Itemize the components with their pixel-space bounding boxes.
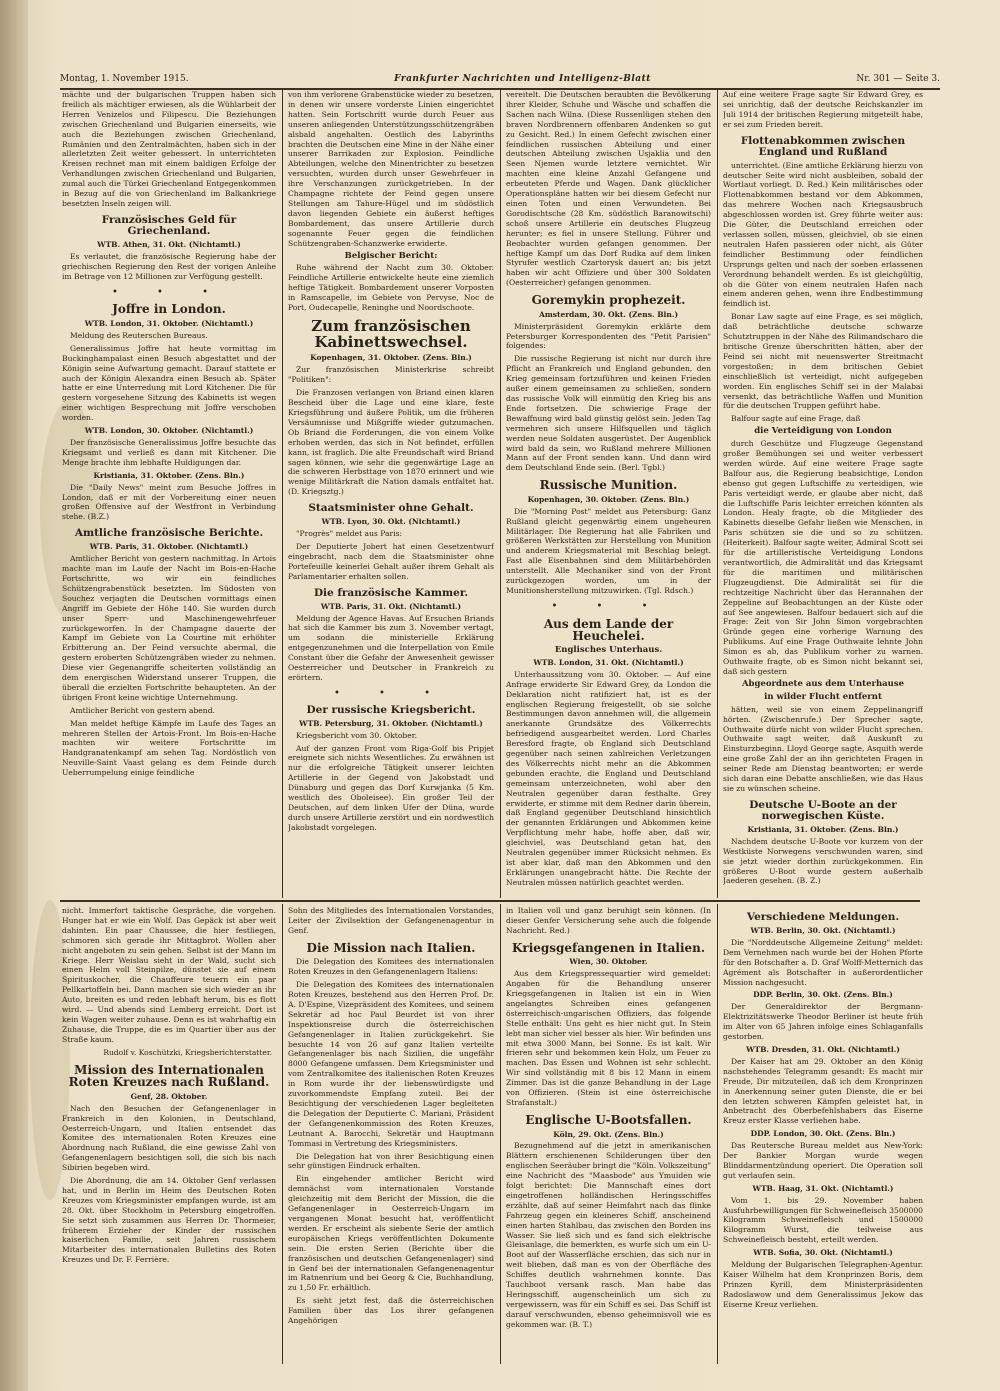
article-text: Balfour sagte auf eine Frage, daß [731,414,861,424]
dateline: Kristiania, 31. Oktober. (Zens. Bln.) [93,470,245,480]
article-text: Amtlicher Bericht von gestern abend. [70,705,215,715]
masthead-date: Montag, 1. November 1915. [60,74,189,84]
masthead-title: Frankfurter Nachrichten und Intelligenz-Blatt [394,74,651,84]
article-text: Der Kaiser hat am 29. Oktober an den König nachstehendes Telegramm gesandt: Es macht mir Freude, Dir mitzuteilen, daß ich dem Kronprinzen in Anerkennung seiner guten Dienste, die er bei den letzten schweren Kämpfen geleistet hat, in Anbetracht des Oberbefehlshabers das Eiserne Kreuz erster Klasse verliehen habe. [723,1056,923,1126]
article-text: Es verlautet, die französische Regierung habe der griechischen Regierung den Rest der vorigen Anleihe im Betrage von 12 Millionen zur Verfügung gestellt. [62,251,276,281]
article-text: Ein eingehender amtlicher Bericht wird demnächst vom internationalen Vorstande gleichzeitig mit dem Bericht der Mission, die die Gefangenenlager in Oesterreich-Ungarn im vergangenen Monat besucht hat, veröffentlicht werden. Er erscheint als siebente Serie der amtlich europäischen Kriegs veröffentlichten Dokumente sein. Die ersten Serien (Berichte über die französischen und deutschen Gefangenenlager) sind in Genf bei der internationalen Gefangenenagentur im Ratnenrium und bei Georg & Cie, Buchhandlung, zu 1,50 Fr. erhältlich. [288,1174,494,1293]
article-text: hätten, weil sie von einem Zeppelinangriff hörten. (Zwischenrufe.) Der Sprecher sagte, Outhwaite dürfe nicht von wilder Flucht sprechen. Outhwaite sagt weiter, daß Auskunft zu Einsturzbeginn. Lloyd George sagte, Asquith werde eine große Zahl der an ihn gerichteten Fragen in seiner Rede am Dienstag beantworten; er werde sich daran eine Debatte anschließen, wie das Haus sie zu wünschen scheine. [723,704,923,793]
article-text: Die russische Regierung ist nicht nur durch ihre Pflicht an Frankreich und England gebunden, den Krieg gemeinsam fortzuführen und keinen Frieden außer einem gemeinsamen zu schließen, sondern das russische Volk will einmütig den Krieg bis ans Ende fortsetzen. Die schwierige Frage der Bewaffnung wird bald günstig gelöst sein. Jeden Tag vermehren sich unsere Hilfsquellen und täglich werden neue Soldaten ausgerüstet. Der Augenblick wird bald da sein, wo Rußland mehrere Millionen Mann auf der Front senden kann. Und dann wird dem Deutschland Ende sein. (Berl. Tgbl.) [506,354,711,473]
headline: Die französische Kammer. [313,586,469,599]
column-rule [282,904,283,1364]
headline: Goremykin prophezeit. [531,293,686,308]
column-rule [500,90,501,898]
headline: Zum französischen Kabinettswechsel. [311,316,471,351]
article-text: Die Franzosen verlangen von Briand einen klaren Bescheid über die Lage und eine klare, feste Kriegsführung und äußere Politik, um die früheren Versäumnisse und Mißgriffe wieder gutzumachen. Ob Briand die Forderungen, die von einem Volke erhoben werden, das sich in Not befindet, erfüllen kann, ist fraglich. Die alte Freundschaft wird Briand sagen können, wie sehr die gegenwärtige Lage an die schweren Herbsttage von 1870 erinnert und wie wenige Militärkraft die Nation damals entfaltet hat. (D. Kriegsztg.) [288,388,494,497]
dateline: WTB. London, 31. Okt. (Nichtamtl.) [533,657,684,667]
article-text: in Italien voll und ganz beruhigt sein können. (In dieser Genfer Versicherung sehe auch die folgende Nachricht. Red.) [506,906,711,935]
dateline: Amsterdam, 30. Okt. (Zens. Bln.) [539,309,678,319]
bottom-column-4 [723,906,923,1364]
article-text: Amtlicher Bericht von gestern nachmittag. In Artois machte man im Laufe der Nacht im Bois-en-Hache Fortschritte, wo wir ein feindliches Schützengrabenstück besetzten. Im Südosten von Souchez verjagten die Deutschen vormittags einen Angriff im Gebiete der Höhe 140. Sie wurden durch unser Sperr- und Maschinengewehrfeuer zurückgeworfen. In der Champagne dauerte der Kampf im Gebiete von La Courtine mit erhöhter Erbitterung an. Der Feind versuchte abermal, die gestern eroberten Schützengräben wieder zu nehmen. Diese vier Gegenangriffe scheiterten vollständig an dem energischen Widerstand unserer Truppen, die überall die erzielten Fortschritte behaupteten. An der übrigen Front keine wichtige Unternehmung. [62,554,276,702]
dateline: WTB. Petersburg, 31. Oktober. (Nichtamtl.) [299,718,483,728]
dateline: WTB. London, 30. Oktober. (Nichtamtl.) [84,426,254,436]
article-text: Meldung des Reuterschen Bureaus. [70,330,208,340]
dateline: DDP. Berlin, 30. Okt. (Zens. Bln.) [753,990,893,1000]
article-text: Auf der ganzen Front vom Riga-Golf bis Pripjet ereignete sich nichts Wesentliches. Zu erwähnen ist nur die erfolgreiche Tätigkeit unserer leichten Artillerie in der Gegend von Jakobstadt und Dünaburg und gegen das Dorf Kurwjanka (5 Km. westlich des Oboleisee). Ein großer Teil der Deutschen, auf dem linken Ufer der Düna, wurde durch unsere Artillerie zerstört und ein nordwestlich Jakobstadt vorgelegen. [288,743,494,832]
article-text: Kriegsbericht vom 30. Oktober. [296,730,417,740]
article-text: nicht. Immerfort taktische Gespräche, die vorgehen. Hunger hat er wie ein Wolf. Das Gepäck ist aber weit dahinten. Ein paar Chaussee, die hier festliegen, schmoren sich gerade ihr Mittagbrot. Wollen aber nicht angeboten zu sein gehen. Selbst ist der Mann im Kriege. Herr Weislau sieht in der Wald, sucht sich einen Helm voll Steinpilze, dünstet sie auf einem Spirituskocher, die Chauffeure teuern ein paar Pellkartoffeln bei. Dann machen sie sich wieder an ihr Auto, breiten es und reden lebhaft herum, bis es flott wird. — Und abends sind Lemberg erreicht. Dort ist kein Wagen weiter zuhause. Denn es ist wahrhaftig ein Zuhause, die Truppe, die es im Quartier über aus der Straße kaum. [62,906,276,1044]
headline: Russische Munition. [539,478,678,493]
article-text: "Progrès" meldet aus Paris: [296,529,403,539]
column-rule [717,904,718,1364]
column-rule [500,904,501,1364]
article-text: Unterhaussitzung vom 30. Oktober. — Auf eine Anfrage erwiderte Sir Edward Grey, da London die Deklaration nicht ratifiziert hat, ist es der englischen Regierung freigestellt, ob sie solche Bestimmungen davon annehmen will, die allgemein anerkannte Grundsätze des Völkerrechts befriedigend ausgearbeitet werden. Lord Charles Beresford fragte, ob England sich Deutschland gegenüber nach seinen zahlreichen Verletzungen des Völkerrechts nicht mehr an die Abkommen gebunden erachte, die England und Deutschland gemeinsam unterzeichneten, wohl aber den Neutralen gegenüber daran festhalte. Grey erwiderte, er stimme mit dem Redner darin überein, daß England gegenüber Deutschland hinsichtlich der genannten Erklärungen und Abkommen keine Verpflichtung mehr habe, hoffe aber, daß wir, gleichviel, was Deutschland getan hat, den Neutralen gegenüber immer Rücksicht nehmen. Es ist aber klar, daß man den Abkommen und den Erklärungen unangebracht hätte. Die Rechte der Neutralen müssen natürlich geachtet werden. [506,669,711,887]
article-text: Die "Morning Post" meldet aus Petersburg: Ganz Rußland gleicht gegenwärtig einem ungeheuren Militärlager. Die Regierung hat alle Fabriken und größeren Werkstätten zur Herstellung von Munition und anderem Kriegsmaterial mit Beschlag belegt. Fast alle Eisenbahnen sind dem Militärbehörden unterstellt. Alle Mechaniker sind von der Front zurückgezogen worden, um in der Munitionsherstellung mitzuwirken. (Tgl. Rdsch.) [506,506,711,595]
article-text: Auf eine weitere Frage sagte Sir Edward Grey, es sei unrichtig, daß der deutsche Reichskanzler im Juli 1914 der britischen Regierung mitgeteilt habe, er sei zum Frieden bereit. [723,90,923,129]
article-text: Nachdem deutsche U-Boote vor kurzem von der Westküste Norwegens verschwunden waren, sind sie jetzt wieder dorthin zurückgekommen. Ein größeres U-Boot wurde gestern außerhalb Jaederen gesehen. (B. Z.) [723,836,923,886]
article-text: Der Deputierte Jobert hat einen Gesetzentwurf eingebracht, nach dem die Staatsminister ohne Portefeuille keinerlei Gehalt außer ihrem Gehalt als Parlamentarier erhalten sollen. [288,541,494,581]
section-separator: • • • [111,286,227,298]
article-text: Zur französischen Ministerkrise schreibt "Politiken": [288,365,494,385]
bottom-column-1 [62,906,276,1364]
article-text: Die Delegation des Komitees des internationalen Roten Kreuzes, bestehend aus den Herren Prof. Dr. A. D'Espine, Vizepräsident des Komitees, und seinem Sekretär ad hoc Paul Beurdet ist von ihrer Inspektionsreise durch die österreichischen Gefangenenlager in Italien zurückgekehrt. Sie besuchte 14 von 26 auf ganz Italien verteilte Gefangenenlager bis nach Sizilien, die ungefähr 8000 Gefangene umfassen. Dem Kriegsminister und vom Zentralkomitee des italienischen Roten Kreuzes in Rom wurde ihr der liebenswürdigste und zuvorkommendste Empfang zuteil. Bei der Besichtigung der verschiedenen Lager begleiteten die Delegation der Deputierte C. Mariani, Präsident der Gefangenenkommission des Roten Kreuzes, Leutnant A. Barocchi, Sekretär und Hauptmann Tommasi in Vertretung des Kriegsministers. [288,980,494,1148]
column-3 [506,90,711,898]
headline: Verschiedene Meldungen. [746,911,900,923]
article-text: Die Delegation des Komitees des internationalen Roten Kreuzes in den Gefangenenlagern Italiens: [288,957,494,977]
bottom-column-3 [506,906,711,1364]
article-text: Bezugnehmend auf die jetzt in amerikanischen Blättern erschienenen Schilderungen über den englischen Seeräuber bringt die "Köln. Volkszeitung" eine Nachricht des "Maasbode" aus Ymuiden wie folgt berichtet: Die Mannschaft eines dort eingetroffenen holländischen Heringsschiffes erzählte, daß auf seiner Heimfahrt nach das flinke Fahrzeug gegen ein kleineres Schiff, anscheinend einen harten Stahlbau, das zwischen den Borden ins Wasser. Sie ließ sich und es fand sich elektrische Gleisanlage, die bemerkten, es wurfe sich um ein U-Boot auf der Wasserfläche erschien, das sich nur in weit blieben, daß man es von der Oberfläche des Schiffes deutlich wahrnehmen konnte. Das Tauchboot versank rasch. Man habe das Heringsschiff, augenscheinlich um sich zu vergewissern, was für ein Schiff es sei. Das Schiff ist darauf verschwunden, ebenso geheimnisvoll wie es gekommen war. (B. T.) [506,1141,711,1329]
headline: Flottenabkommen zwischen England und Rußland [740,134,906,158]
article-text: Sohn des Mitgliedes des Internationalen Vorstandes, Leiter der Zivilsektion der Gefangenenagentur in Genf. [288,906,494,935]
headline: Deutsche U-Boote an der norwegischen Küste. [749,798,897,822]
article-text: Nach den Besuchen der Gefangenenlager in Frankreich in den Kolonien, in Deutschland, Oesterreich-Ungarn, und Italien entsendet das Komitee des internationalen Roten Kreuzes eine Abordnung nach Rußland, die eine gewisse Zahl von Gefangenenlagern besichtigen soll, die sich bis nach Sibirien begeben wird. [62,1103,276,1173]
article-text: von ihm verlorene Grabenstücke wieder zu besetzen, in denen wir unsere vorderste Linien eingerichtet hatten. Sein Fortschritt wurde durch Feuer aus unseren anliegenden Unterstützungsschützengräben alsbald angehalten. Oestlich des Labyrinths brachten die Deutschen eine Mine in der Nähe einer unserer Barrikaden zur Explosion. Feindliche Abteilungen, welche den Minentrichter zu besetzen versuchten, wurden durch unser Gewehrfeuer in ihre Verschanzungen zurückgetrieben. In der Champagne richtete der Feind gegen unsere Stellungen am Tahure-Hügel und im südöstlich davon liegenden Gebiete ein äußerst heftiges Bombardement, das unsere Artillerie durch sogenannte Feuer gegen die feindlichen Schützengraben-Schanzwerke erwiderte. [288,90,494,248]
section-separator: • • • [551,600,666,612]
masthead [60,72,940,90]
dateline: WTB. Haag, 31. Okt. (Nichtamtl.) [752,1183,894,1193]
subheadline: Englisches Unterhaus. [554,644,663,655]
dateline: Genf, 28. Oktober. [130,1091,208,1101]
binding-spine [0,0,28,1391]
article-text: Ministerpräsident Goremykin erklärte dem Petersburger Korrespondenten des "Petit Parisien" folgendes: [506,321,711,351]
column-1 [62,90,276,898]
dateline: WTB. London, 31. Oktober. (Nichtamtl.) [84,319,254,329]
article-text: Generalissimus Joffre hat heute vormittag im Buckinghampalast einen Besuch abgestattet und der Königin seine Aufwartung gemacht. Darauf stattete er auch der Königin Alexandra einen Besuch ab. Später hatte er eine Unterredung mit Lord Kitchener. Die für gestern vorgesehene Sitzung des Kabinetts ist wegen einer wichtigen Besprechung mit Joffre verschoben worden. [62,343,276,423]
column-4 [723,90,923,898]
article-text: Der französische Generalissimus Joffre besuchte das Kriegsamt und verließ es dann mit Kitchener. Die Menge brachte ihm lebhafte Huldigungen dar. [62,438,276,467]
subheadline: Abgeordnete aus dem Unterhause [741,678,905,689]
headline: Kriegsgefangenen in Italien. [511,940,706,955]
article-text: Die "Daily News" meint zum Besuche Joffres in London, daß er mit der Vorbereitung einer neuen großen Offensive auf der Westfront in Verbindung stehe. (B.Z.) [62,482,276,522]
dateline: Kristiania, 31. Oktober. (Zens. Bln.) [747,824,899,834]
article-text: mächte und der bulgarischen Truppen haben sich freilich als mächtiger erwiesen, als die Wühlarbeit der Herren Venizelos und Filipescu. Die Beziehungen zwischen Griechenland und Bulgarien einerseits, wie auch die Beziehungen zwischen Griechenland, Rumänien und den Zentralmächten, haben sich in der allerletzten Zeit weiter gebessert. In unterrichteten Kreisen rechnet man mit einem baldigen Erfolge der Verhandlungen zwischen Griechenland und Bulgarien, zumal auch die Türkei Griechenland Entgegenkommen in Bezug auf die von Griechenland im Balkankriege besetzten Inseln zeigen will. [62,90,276,208]
column-2 [288,90,494,898]
column-rule [282,90,283,898]
dateline: Köln, 29. Okt. (Zens. Bln.) [553,1129,664,1139]
article-text: Man meldet heftige Kämpfe im Laufe des Tages an mehreren Stellen der Artois-Front. Im Bois-en-Hache machten wir weitere Fortschritte im Handgranatenkampf am sehen Tag. Nordöstlich von Neuville-Saint Vaast gelang es dem Feinde durch Ueberrumpelung einige feindliche [62,718,276,778]
section-divider [60,900,920,902]
subheadline: in wilder Flucht entfernt [764,691,882,702]
dateline: WTB. Lyon, 30. Okt. (Nichtamtl.) [321,517,461,527]
dateline: Kopenhagen, 30. Oktober. (Zens. Bln.) [527,494,690,504]
article-text: Es sieht jetzt fest, daß die österreichischen Familien über das Los ihrer gefangenen Angehörigen [288,1296,494,1326]
column-rule [717,90,718,898]
dateline: WTB. Dresden, 31. Okt. (Nichtamtl.) [746,1044,900,1054]
headline: Mission des Internationalen Roten Kreuzes nach Rußland. [68,1062,270,1090]
article-text: Die Abordnung, die am 14. Oktober Genf verlassen hat, und in Berlin im Heim des Deutschen Roten Kreuzes vom Kriegsminister empfangen wurde, ist am 28. Okt. über Stockholm in Petersburg eingetroffen. Sie setzt sich zusammen aus Herren Dr. Thormeier, früherem Erzieher der Kinder der russischen kaiserlichen Familie, seit Jahren russischem Mitarbeiter des internationalen Bulletins des Roten Kreuzes und Dr. F. Ferrière. [62,1176,276,1265]
headline: Der russische Kriegsbericht. [306,703,476,716]
article-text: Der Generaldirektor der Bergmann-Elektrizitätswerke Theodor Berliner ist heute früh im Alter von 65 Jahren infolge eines Schlaganfalls gestorben. [723,1002,923,1042]
article-text: Meldung der Agence Havas. Auf Ersuchen Briands hat sich die Kammer bis zum 3. November vertagt, um sodann die ministerielle Erklärung entgegenzunehmen und die Interpellation von Emile Constant über die Gefahr der Anwesenheit gewisser Oesterreicher und Deutscher in Frankreich zu erörtern. [288,613,494,682]
headline: Amtliche französische Berichte. [74,527,264,540]
headline: Englische U-Bootsfallen. [525,1112,692,1127]
bottom-column-2 [288,906,494,1364]
article-text: Vom 1. bis 29. November haben Ausfuhrbewilligungen für Schweinefleisch 3500000 Kilogramm Schweinefleisch und 1500000 Kilogramm Wurst, die teilweise aus Schweinefleisch besteht, erteilt werden. [723,1195,923,1245]
article-text: Bonar Law sagte auf eine Frage, es sei möglich, daß beträchtliche deutsche schwarze Schutztruppen in der Nähe des Rilimandscharo die britische Grenze überschritten hätten, aber der Feind sei nicht mit neuenswerter Streitmacht vorgestoßen; in dem britischen Gebiet einschließlich ist verteidigt, nicht aufgegeben worden. Ein englisches Schiff sei in der Malabai versenkt, das beträchtliche Waffen und Munition für die deutschen Truppen geführt habe. [723,312,923,411]
article-text: Ruhe während der Nacht zum 30. Oktober. Feindliche Artillerie entwickelte heute eine ziemlich heftige Tätigkeit. Bombardement unserer Vorposten in Ramscapelle, im Gebiete von Pervyse, Noc de Port, Oudecapelle, Reninghe und Noordschoote. [288,263,494,313]
dateline: Wien, 30. Oktober. [569,957,648,967]
section-separator: • • • [333,687,449,699]
headline: Französisches Geld für Griechenland. [101,213,237,237]
dateline: WTB. Paris, 31. Okt. (Nichtamtl.) [320,601,462,611]
masthead-issue: Nr. 301 — Seite 3. [856,74,940,84]
article-text: Die "Norddeutsche Allgemeine Zeitung" meldet: Dem Vernehmen nach wurde bei der Hohen Pforte für den Botschafter a. D. Graf Wolff-Metternich das Agrément als Botschafter in außerordentlicher Mission nachgesucht. [723,937,923,987]
subheadline: Belgischer Bericht: [344,250,438,261]
article-text: unterrichtet. (Eine amtliche Erklärung hierzu von deutscher Seite wird nicht ausbleiben, sobald der Wortlaut vorliegt. D. Red.) Kein militärisches oder Flottenabkommen bestand vor dem Abkommen, das mehrere Wochen nach Kriegsausbruch abgeschlossen worden ist. Grey führte weiter aus: Die Güter, die Deutschland erreichen oder verlassen sollen, müssen, gleichviel, ob sie einen neutralen Hafen passieren oder nicht, als Güter feindlicher Bestimmung oder feindlichen Ursprungs gelten und nach der soeben erlassenen Verordnung behandelt werden. Es ist gleichgültig, ob die Güter von einem neutralen Hafen nach einem anderen gehen, wenn ihre Endbestimmung feindlich ist. [723,160,923,309]
dateline: DDP. London, 30. Okt. (Zens. Bln.) [750,1129,896,1139]
dateline: WTB. Athen, 31. Okt. (Nichtamtl.) [97,239,241,249]
article-text: vereitelt. Die Deutschen beraubten die Bevölkerung ihrer Kleider, Schuhe und Wäsche und schaffen die Sachen nach Wilna. (Diese Russenlügen stehen den braven Nordbrennern offenbaren Andenken so gut zu Gesicht. Red.) In einem Gefecht zwischen einer feindlichen russischen Abteilung und einer deutschen Abteilung zwischen Usjaklia und den Seen Njemen wurde letztere vernichtet. Wir machten eine kleine Anzahl Gefangene und erbeuteten Pferde und Wagen. Dank glücklicher Operationspläne hatten wir bei diesem Gefecht nur einen Toten und einen Verwundeten. Bei Gorodischtsche (28 Km. südöstlich Baranowitschi) schoß unsere Artillerie ein deutsches Flugzeug herunter; es fiel in unsere Stellung. Führer und Beobachter wurden gefangen genommen. Der heftige Kampf um das Dorf Rudka auf dem linken Styrufer westlich Czartorysk dauert an; bis jetzt haben wir acht Offiziere und über 300 Soldaten (Oesterreicher) gefangen genommen. [506,90,711,288]
dateline: WTB. Berlin, 30. Okt. (Nichtamtl.) [750,926,896,936]
dateline: WTB. Paris, 31. Oktober. (Nichtamtl.) [89,542,249,552]
headline: Joffre in London. [112,302,226,317]
headline: Aus dem Lande der Heuchelei. [543,616,674,644]
article-text: Aus dem Kriegspressequartier wird gemeldet: Angaben für die Behandlung unserer Kriegsgefangenen in Italien ist ein in Wien angelangtes Schreiben eines gefangenen österreichisch-ungarischen Offiziers, das folgende Stelle enthält: Uns geht es hier nicht gut. In Stein lebt man sicher viel besser als hier. Wir befinden uns mit etwa 3000 Mann, bei Sonne. Es ist kalt. Wir frieren sehr und bekommen kein Holz, um Feuer zu machen. Das Essen und Wohnen ist sehr schlecht. Wir sind vollständig mit 8 bis 12 Mann in einem Zimmer. Das ist die ganze Behandlung in der Lage von Offizieren. (Stein ist eine österreichische Strafanstalt.) [506,969,711,1107]
headline: Die Mission nach Italien. [306,940,476,955]
article-text: Die Delegation hat von ihrer Besichtigung einen sehr günstigen Eindruck erhalten. [288,1151,494,1171]
article-text: Meldung der Bulgarischen Telegraphen-Agentur. Kaiser Wilhelm hat dem Kronprinzen Boris, dem Prinzen Kyrill, dem Ministerpräsidenten Radoslawow und dem Generalissimus Jekow das Eiserne Kreuz verliehen. [723,1260,923,1309]
headline: Staatsminister ohne Gehalt. [308,502,474,515]
byline: Rudolf v. Koschützki, Kriegsberichterstatter. [103,1047,272,1057]
dateline: WTB. Sofia, 30. Okt. (Nichtamtl.) [753,1248,893,1258]
dateline: Kopenhagen, 31. Oktober. (Zens. Bln.) [310,353,472,363]
subheadline: die Verteidigung von London [754,426,892,437]
article-text: durch Geschütze und Flugzeuge Gegenstand großer Bemühungen sei und weiter verbessert werden würde. Auf eine weitere Frage sagte Balfour aus, die Regierung beabsichtige, London ebenso gut gegen Luftschiffe zu verteidigen, wie Paris verteidigt werde, er glaube aber nicht, daß die Luftschiffe Paris leichter erreichen könnten als London. Healy fragte, ob die Mitglieder des Kabinetts dieselbe Gefahr ließen wie Menschen, in Paris schützen sie die und so zu schützen. (Heiterkeit). Balfour sagte weiter, Admiral Scott sei für die artilleristische Verteidigung Londons verantwortlich, die Admiralität und das Kriegsamt für die maritimen und militärischen Flugzeugdienst. Die Admiralität sei für die rechtzeitige Nachricht über das Herannahen der Zeppeline auf Beobachtungen an der Küste oder auf See angewiesen. Balfour bedauert sich auf die Frage: Zeit von Sir John Simon vorgebrachten Gründe gegen eine vorherige Warnung des Publikums. Auf eine Frage Outhwaite lehnte John Simon es ab, das Publikum vorher zu warnen. Outhwaite fragte, ob es Simon nicht bekannt sei, daß sich gestern [723,439,923,676]
article-text: Das Reutersche Bureau meldet aus New-York: Der Bankier Morgan wurde wegen Blinddarmentzündung operiert. Die Operation soll gut verlaufen sein. [723,1141,923,1180]
